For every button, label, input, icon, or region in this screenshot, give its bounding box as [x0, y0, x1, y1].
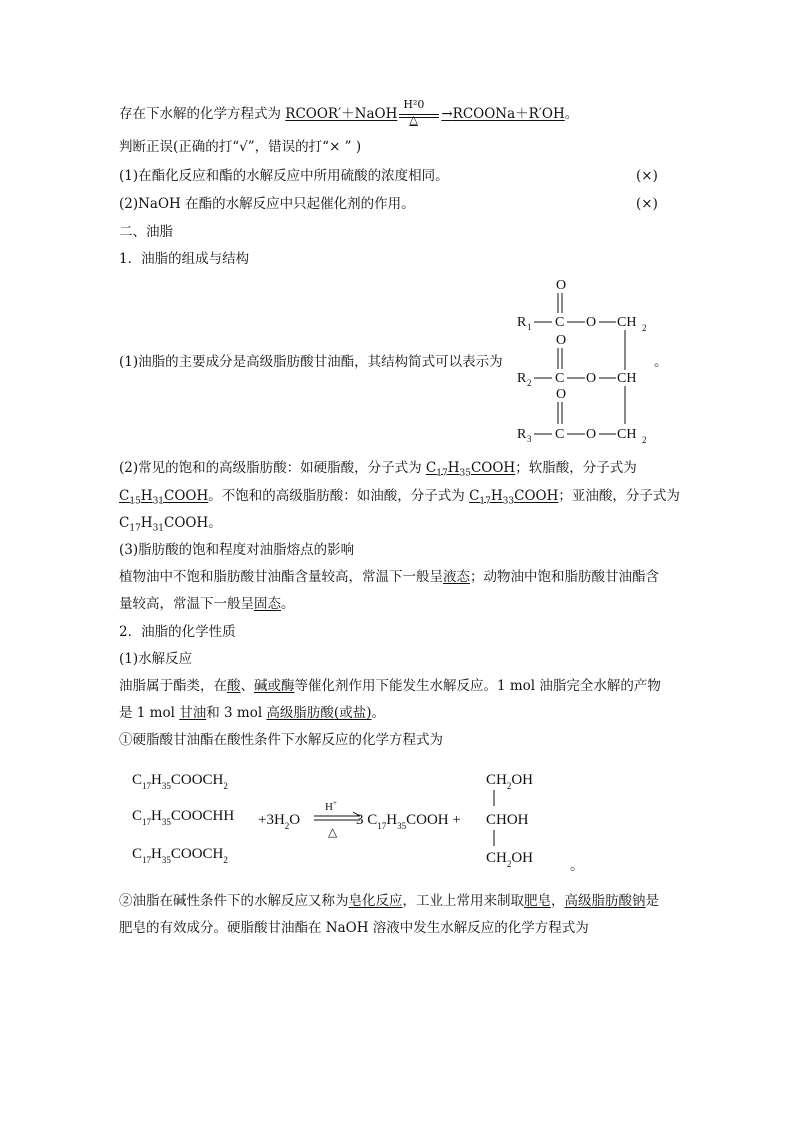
hydrolysis-line-1 — [119, 676, 661, 696]
saturation-line-2 — [119, 594, 295, 614]
sap-text: ②油脂在碱性条件下的水解反应又称为 — [119, 893, 349, 909]
struct-o-1: O — [556, 278, 567, 293]
hydrolysis-title: (1)水解反应 — [119, 651, 193, 667]
condition-heat: △ — [409, 113, 418, 126]
struct-r3-sub: 3 — [527, 434, 532, 444]
catalyst-acid: 酸 — [227, 678, 241, 694]
fa-text: (2)常见的饱和的高级脂肪酸：如硬脂酸，分子式为 — [119, 460, 426, 476]
intro-text: 存在下水解的化学方程式为 — [119, 106, 286, 122]
stearic-formula: $C_{17}H_{35}COOH$ — [425, 460, 516, 479]
acid-hydrolysis-title: ①硬脂酸甘油酯在酸性条件下水解反应的化学方程式为 — [119, 732, 443, 748]
hyd-text: 油脂属于酯类，在 — [119, 678, 227, 694]
struct-r1-sub: 1 — [527, 322, 532, 332]
struct-o-ester-1: O — [586, 315, 597, 330]
struct-o-ester-2: O — [586, 371, 597, 386]
svg-text:CHOH: CHOH — [486, 812, 529, 828]
sodium-salt-term: 高级脂肪酸钠 — [564, 893, 646, 909]
section-heading: 二、油脂 — [119, 224, 173, 240]
liquid-state: 液态 — [443, 569, 470, 585]
struct-ch2-sub-3: 2 — [642, 435, 647, 445]
fa-text: 。不饱和的高级脂肪酸：如油酸，分子式为 — [208, 488, 470, 504]
condition-water: H²0 — [403, 98, 425, 111]
svg-text:CH2OH: $CH_2OH$ — [486, 772, 534, 791]
saturation-title: (3)脂肪酸的饱和程度对油脂熔点的影响 — [119, 542, 355, 558]
ester-reactant: RCOOR′＋NaOH — [285, 106, 398, 122]
hyd-text: 、 — [240, 678, 254, 694]
sap-text: ，工业上常用来制取 — [402, 893, 524, 909]
struct-r1: R — [517, 315, 527, 330]
svg-text:C17H35COOCH2: $C_{17}H_{35}COOCH_2$ — [132, 772, 228, 791]
acid-hydrolysis-equation — [128, 762, 588, 874]
hyd-text: 和 3 mol — [206, 705, 267, 721]
ester-hydrolysis-line — [119, 98, 579, 126]
fa-text: ；软脂酸，分子式为 — [515, 460, 637, 476]
hyd-text: 。 — [371, 705, 385, 721]
saponification-line-1 — [119, 891, 659, 911]
sat-text: 量较高，常温下一般呈 — [119, 596, 254, 612]
hyd-text: 等催化剂作用下能发生水解反应。1 mol 油脂完全水解的产物 — [294, 678, 661, 694]
catalyst-base: 碱或酶 — [254, 678, 295, 694]
solid-state: 固态 — [254, 596, 281, 612]
sap-text: ， — [551, 893, 565, 909]
struct-ch: CH — [617, 371, 637, 386]
reactant-ester — [132, 772, 234, 865]
linoleic-formula: $C_{17}H_{31}COOH$ — [119, 515, 209, 534]
fatty-acid-line-3 — [119, 513, 222, 533]
struct-o-ester-3: O — [586, 427, 597, 442]
ester-product: RCOONa＋R′OH — [452, 106, 565, 122]
struct-ch2-3: CH — [617, 427, 637, 442]
judge-mark-2: (×) — [636, 196, 658, 212]
glycerol-product — [486, 772, 533, 869]
judge-title: 判断正误(正确的打“√”，错误的打“× ” ) — [119, 139, 362, 155]
sat-text: 植物油中不饱和脂肪酸甘油酯含量较高，常温下一般呈 — [119, 569, 443, 585]
struct-c-1: C — [555, 315, 565, 330]
struct-c-2: C — [555, 371, 565, 386]
saponification-term: 皂化反应 — [348, 893, 403, 909]
struct-o-3: O — [556, 387, 567, 402]
svg-text:C17H35COOCHH: $C_{17}H_{35}COOCHH$ — [132, 808, 235, 827]
product-fatty-acid: 高级脂肪酸(或盐) — [266, 705, 372, 721]
palmitic-formula: $C_{15}H_{31}COOH$ — [119, 488, 209, 507]
catalyst-h-plus: H+ — [325, 799, 337, 813]
subsection-properties: 2．油脂的化学性质 — [119, 624, 236, 640]
svg-text:CH2OH: $CH_2OH$ — [486, 850, 534, 869]
fatty-acid-line-1 — [119, 458, 637, 478]
svg-text:C17H35COOCH2: $C_{17}H_{35}COOCH_2$ — [132, 846, 228, 865]
fa-text: ；亚油酸，分子式为 — [558, 488, 680, 504]
heat-symbol: △ — [328, 825, 338, 839]
judge-item-2: (2)NaOH 在酯的水解反应中只起催化剂的作用。 — [119, 196, 415, 212]
oleic-formula: $C_{17}H_{33}COOH$ — [469, 488, 559, 507]
struct-r2: R — [517, 371, 527, 386]
water-term: $+3H_2O$ — [258, 812, 301, 831]
struct-ch2-1: CH — [617, 315, 637, 330]
struct-r3: R — [517, 427, 527, 442]
fatty-acid-line-2 — [119, 486, 680, 506]
struct-c-3: C — [555, 427, 565, 442]
soap-term: 肥皂 — [524, 893, 551, 909]
condition-bar — [399, 114, 439, 115]
sap-text: 是 — [645, 893, 659, 909]
struct-ch2-sub-1: 2 — [642, 323, 647, 333]
saturation-line-1 — [119, 567, 659, 587]
equation-end: 。 — [570, 859, 584, 874]
judge-item-1: (1)在酯化反应和酯的水解反应中所用硫酸的浓度相同。 — [119, 168, 449, 184]
reaction-condition — [397, 98, 441, 126]
hyd-text: 是 1 mol — [119, 705, 180, 721]
intro-end: 。 — [564, 106, 579, 122]
struct-r2-sub: 2 — [527, 378, 532, 388]
triglyceride-text: (1)油脂的主要成分是高级脂肪酸甘油酯，其结构简式可以表示为 — [119, 354, 503, 370]
sat-text: ；动物油中饱和脂肪酸甘油酯含 — [470, 569, 659, 585]
sat-text: 。 — [281, 596, 295, 612]
judge-mark-1: (×) — [636, 168, 658, 184]
triglyceride-end: 。 — [654, 354, 668, 370]
fa-text: 。 — [208, 515, 222, 531]
condition-bar-2 — [399, 117, 439, 118]
struct-o-2: O — [556, 333, 567, 348]
fatty-acid-product: 3 $C_{17}H_{35}COOH$ + — [356, 812, 461, 831]
saponification-line-2: 肥皂的有效成分。硬脂酸甘油酯在 NaOH 溶液中发生水解反应的化学方程式为 — [119, 920, 589, 936]
subsection-composition: 1．油脂的组成与结构 — [119, 251, 250, 267]
product-glycerol: 甘油 — [179, 705, 207, 721]
reaction-arrow: → — [441, 106, 453, 122]
hydrolysis-line-2 — [119, 703, 385, 723]
triglyceride-structure — [512, 272, 662, 452]
